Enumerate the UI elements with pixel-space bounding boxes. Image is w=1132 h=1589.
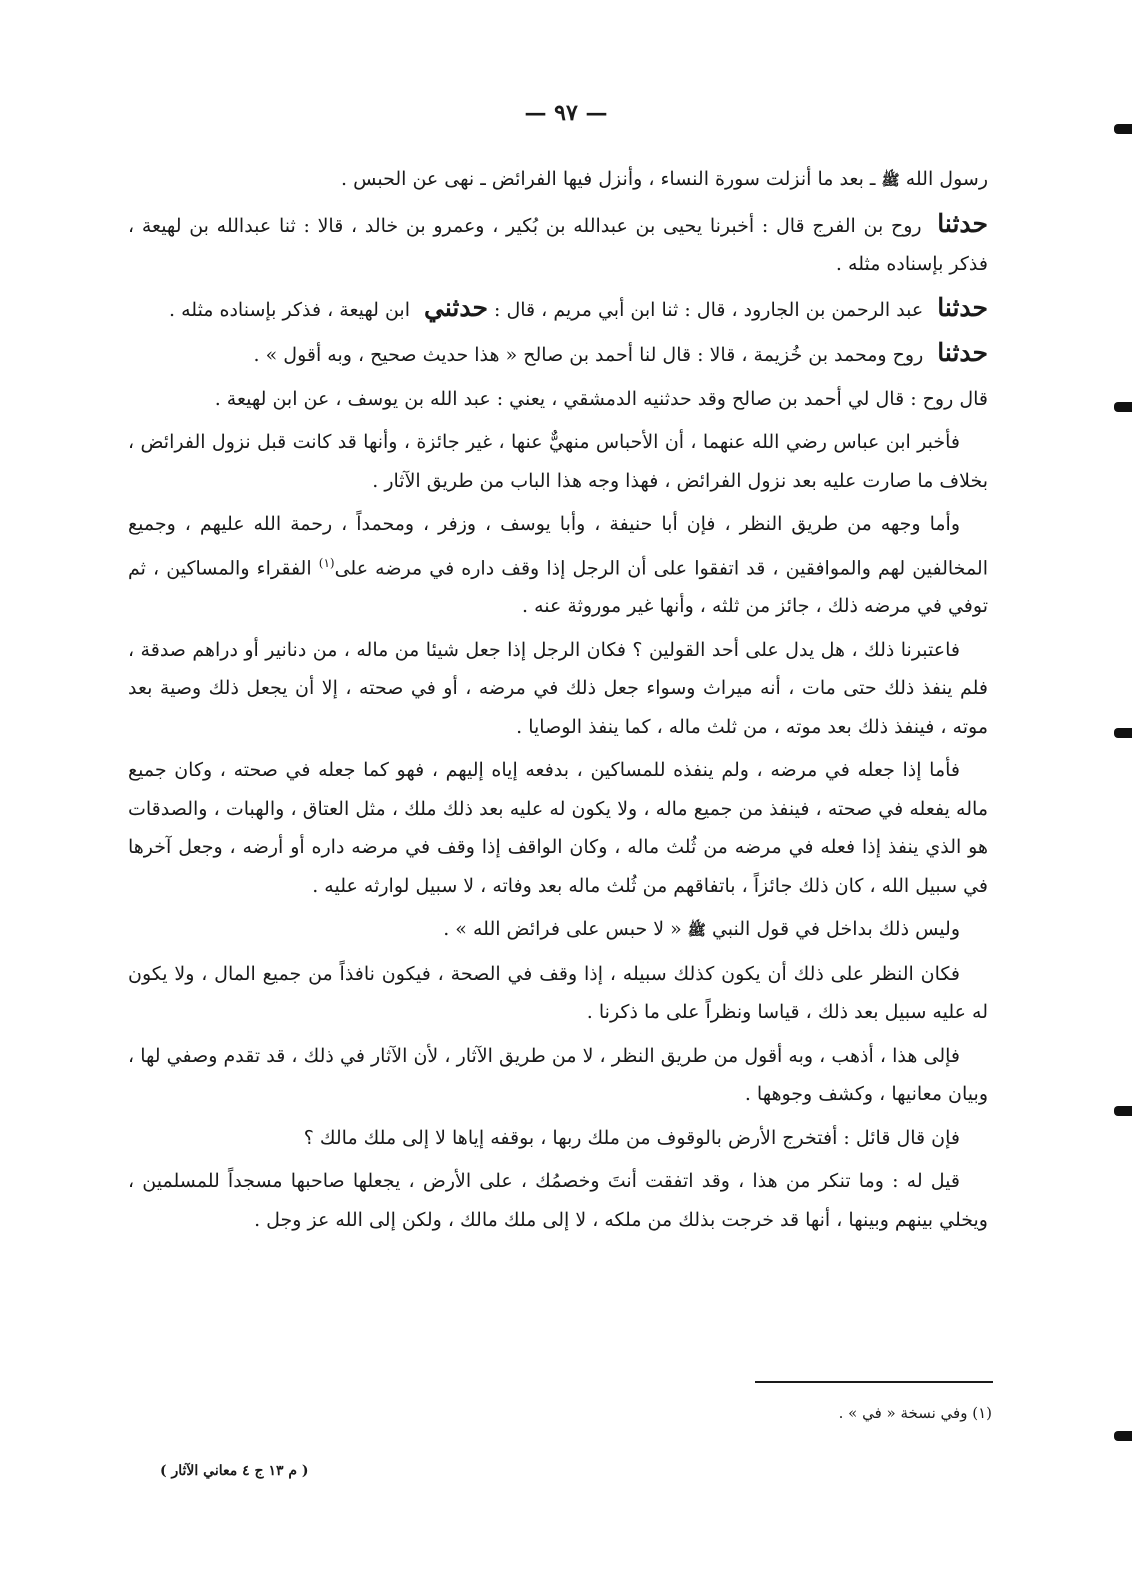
paragraph	[128, 1037, 988, 1114]
footnote: (١) وفي نسخة « في » .	[838, 1404, 992, 1422]
paragraph-text: وأما وجهه من طريق النظر ، فإن أبا حنيفة ، وأبا يوسف ، وزفر ، ومحمداً ، رحمة الله عليهم ، وجميع المخالفين لهم والموافقين ، قد اتفقوا على أن الرجل إذا وقف داره في مرضه على	[128, 513, 988, 579]
paragraph-text: ـ بعد ما أنزلت سورة النساء ، وأنزل فيها الفرائض ـ نهى عن الحبس .	[341, 168, 882, 190]
paragraph-text: « لا حبس على فرائض الله » .	[443, 918, 688, 941]
paragraph-text: روح ومحمد بن خُزيمة ، قالا : قال لنا أحمد بن صالح « هذا حديث صحيح ، وبه أقول » .	[253, 344, 930, 366]
inline-bold-word: حدثني	[424, 292, 488, 322]
footnote-divider	[755, 1381, 993, 1383]
paragraph-text: فكان النظر على ذلك أن يكون كذلك سبيله ، إذا وقف في الصحة ، فيكون نافذاً من جميع المال ، ولا يكون له عليه سبيل بعد ذلك ، قياسا ونظراً على ما ذكرنا .	[128, 962, 988, 1024]
signature-mark: ( م ١٣ ج ٤ معاني الآثار )	[160, 1463, 309, 1479]
paragraph-lead-word: حدثنا	[937, 338, 988, 367]
scan-edge-mark	[1114, 402, 1132, 412]
paragraph-text: فإلى هذا ، أذهب ، وبه أقول من طريق النظر ، لا من طريق الآثار ، لأن الآثار في ذلك ، قد تقدم وصفي لها ، وبيان معانيها ، وكشف وجوهها .	[128, 1044, 988, 1106]
paragraph	[128, 910, 988, 950]
paragraph-lead-word: حدثنا	[937, 208, 988, 238]
paragraph-text: فأخبر ابن عباس رضي الله عنهما ، أن الأحباس منهيٌّ عنها ، غير جائزة ، وأنها قد كانت قبل نزول الفرائض ، بخلاف ما صارت عليه بعد نزول الفرائض ، فهذا وجه هذا الباب من طريق الآثار .	[128, 431, 988, 492]
scan-edge-mark	[1114, 124, 1132, 134]
paragraph	[128, 205, 988, 284]
paragraph-text: ابن لهيعة ، فذكر بإسناده مثله .	[169, 298, 417, 321]
paragraph-text: فإن قال قائل : أفتخرج الأرض بالوقوف من ملك ربها ، بوقفه إياها لا إلى ملك مالك ؟	[303, 1126, 960, 1149]
paragraph	[128, 631, 988, 747]
paragraph-text: روح بن الفرج قال : أخبرنا يحيى بن عبدالله بن بُكير ، وعمرو بن خالد ، قالا : ثنا عبدالله بن لهيعة ، فذكر بإسناده مثله .	[128, 214, 988, 275]
paragraph-text: عبد الرحمن بن الجارود ، قال : ثنا ابن أبي مريم ، قال :	[487, 298, 930, 321]
paragraph	[128, 380, 988, 419]
honorific-ligature: ﷺ	[687, 921, 706, 940]
paragraph-text: فاعتبرنا ذلك ، هل يدل على أحد القولين ؟ فكان الرجل إذا جعل شيئا من ماله ، من دنانير أو دراهم صدقة ، فلم ينفذ ذلك حتى مات ، أنه ميراث وسواء جعل ذلك في مرضه ، أو في صحته ، إلا أن يجعل ذلك وصية بعد موته ، فينفذ ذلك بعد موته ، من ثلث ماله ، كما ينفذ الوصايا .	[128, 638, 988, 738]
paragraph-text: رسول الله	[899, 168, 988, 190]
body-text	[128, 160, 988, 1244]
paragraph-text: فأما إذا جعله في مرضه ، ولم ينفذه للمساكين ، بدفعه إياه إليهم ، فهو كما جعله في صحته ، وكان جميع ماله يفعله في صحته ، فينفذ من جميع ماله ، ولا يكون له عليه بعد ذلك ملك ، مثل العتاق ، والهبات ، والصدقات هو الذي ينفذ إذا فعله في مرضه من ثُلث ماله ، وكان الواقف إذا وقف في مرضه داره أو أرضه ، وجعل آخرها في سبيل الله ، كان ذلك جائزاً ، باتفاقهم من ثُلث ماله بعد وفاته ، لا سبيل لوارثه عليه .	[128, 759, 988, 897]
scan-edge-mark	[1114, 1431, 1132, 1441]
paragraph	[128, 289, 988, 330]
paragraph	[128, 505, 988, 626]
paragraph	[128, 1119, 988, 1158]
paragraph	[128, 423, 988, 500]
paragraph-text: قال روح : قال لي أحمد بن صالح وقد حدثنيه الدمشقي ، يعني : عبد الله بن يوسف ، عن ابن لهيعة .	[214, 387, 988, 410]
paragraph	[128, 955, 988, 1032]
page-number: — ٩٧ —	[524, 100, 608, 126]
honorific-ligature: ﷺ	[881, 171, 900, 189]
scan-edge-mark	[1114, 1106, 1132, 1116]
paragraph	[128, 751, 988, 905]
paragraph-text: قيل له : وما تنكر من هذا ، وقد اتفقت أنتَ وخصمُك ، على الأرض ، يجعلها صاحبها مسجداً للمسلمين ، ويخلي بينهم وبينها ، أنها قد خرجت بذلك من ملكه ، لا إلى ملك مالك ، ولكن إلى الله عز وجل .	[128, 1170, 988, 1231]
footnote-reference: (١)	[318, 555, 335, 570]
paragraph	[128, 334, 988, 375]
paragraph-text: الفقراء والمساكين ، ثم توفي في مرضه ذلك ، جائز من ثلثه ، وأنها غير موروثة عنه .	[128, 556, 988, 618]
paragraph	[128, 1162, 988, 1239]
paragraph	[128, 160, 988, 200]
paragraph-text: وليس ذلك بداخل في قول النبي	[705, 918, 960, 941]
scan-edge-mark	[1114, 728, 1132, 738]
paragraph-lead-word: حدثنا	[937, 292, 988, 322]
